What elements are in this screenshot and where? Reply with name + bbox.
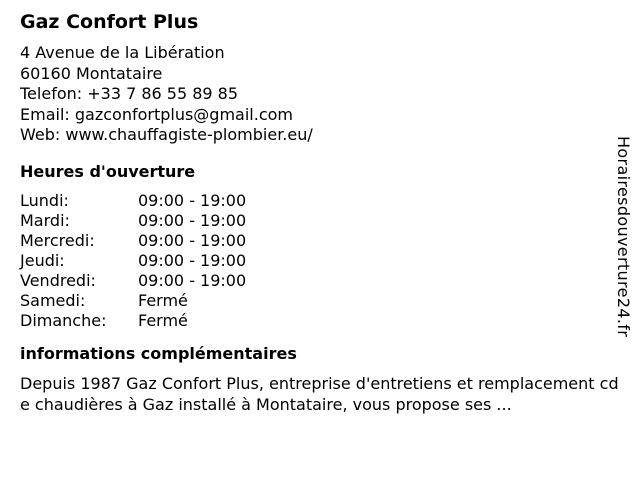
business-name: Gaz Confort Plus [20,11,199,33]
hours-time: 09:00 - 19:00 [138,250,247,270]
hours-row-wednesday [20,231,620,251]
hours-row-monday [20,191,620,211]
hours-day: Mardi: [20,210,70,230]
hours-day: Mercredi: [20,230,95,250]
hours-day: Samedi: [20,290,86,310]
hours-time: 09:00 - 19:00 [138,190,247,210]
email-line: Email: gazconfortplus@gmail.com [20,104,293,124]
hours-time: Fermé [138,290,188,310]
hours-time: 09:00 - 19:00 [138,270,247,290]
hours-day: Vendredi: [20,270,96,290]
site-watermark: Horairesdouverture24.fr [614,136,633,338]
opening-hours-table [20,191,620,331]
hours-day: Lundi: [20,190,69,210]
phone-line: Telefon: +33 7 86 55 89 85 [20,84,239,103]
additional-info-text: Depuis 1987 Gaz Confort Plus, entreprise d'entretiens et remplacement cde chaudières à Gaz installé à Montataire, vous propose ses ... [20,373,619,414]
hours-time: 09:00 - 19:00 [138,210,247,230]
additional-info-heading: informations complémentaires [20,343,297,363]
hours-row-sunday [20,311,620,331]
address-line-city: 60160 Montataire [20,63,163,83]
business-info-card [20,10,620,415]
hours-row-saturday [20,291,620,311]
hours-row-tuesday [20,211,620,231]
opening-hours-heading: Heures d'ouverture [20,161,196,181]
website-line: Web: www.chauffagiste-plombier.eu/ [20,125,313,144]
hours-row-thursday [20,251,620,271]
hours-time: 09:00 - 19:00 [138,230,247,250]
address-line-street: 4 Avenue de la Libération [20,43,225,62]
hours-day: Jeudi: [20,250,65,270]
hours-row-friday [20,271,620,291]
hours-day: Dimanche: [20,310,107,330]
hours-time: Fermé [138,310,188,330]
